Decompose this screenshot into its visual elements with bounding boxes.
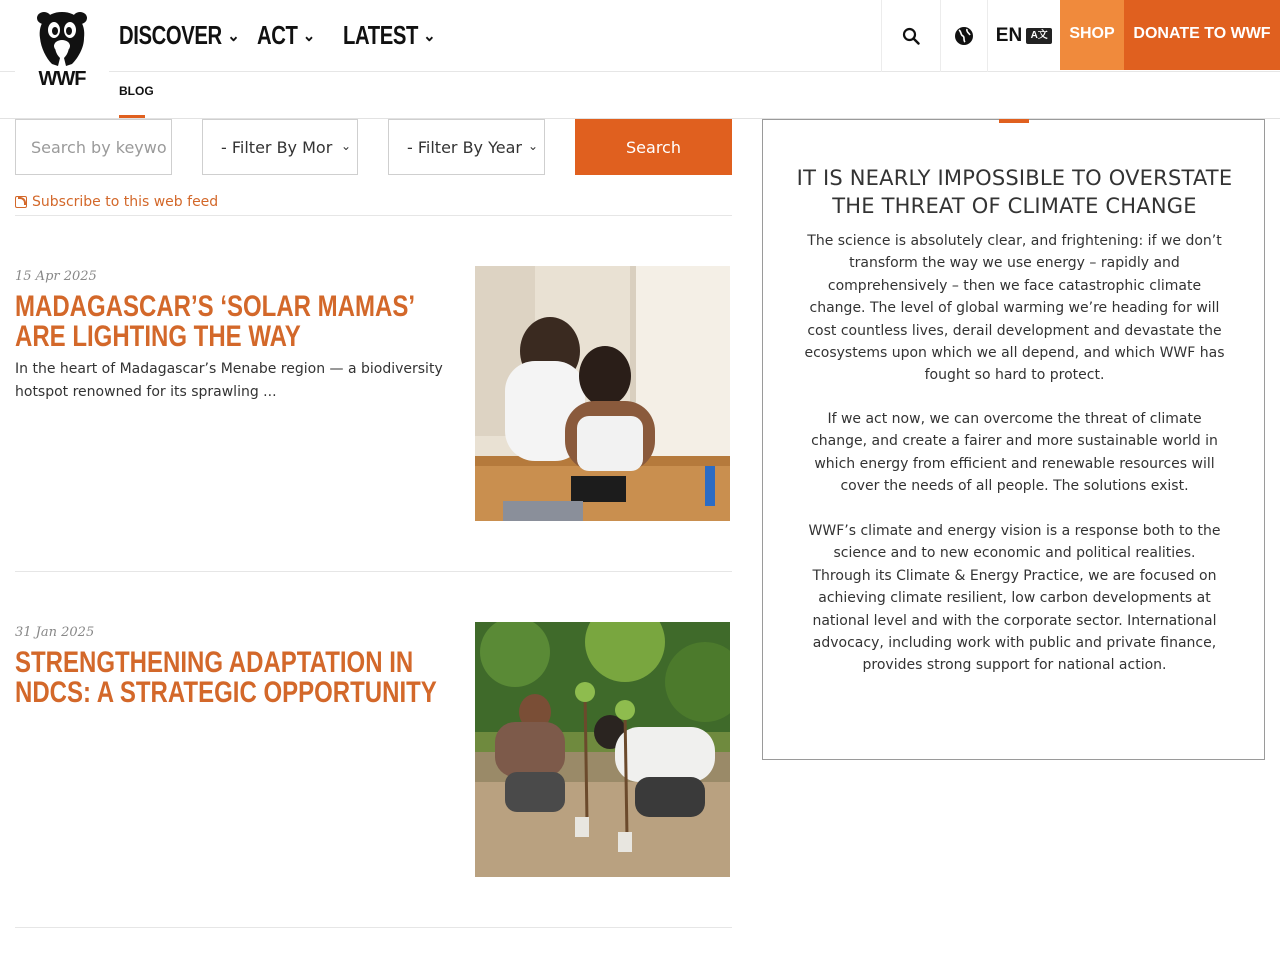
main-nav <box>119 20 443 51</box>
panel-paragraph: The science is absolutely clear, and frightening: if we don’t transform the way we use energy – rapidly and comprehensively – then we face catastrophic climate change. The level of global warming we’re heading for will cost countless lives, derail development and devastate the ecosystems upon which we all depend, and which WWF has fought so hard to protect. <box>804 233 1225 384</box>
panel-paragraph: If we act now, we can overcome the threat of climate change, and create a fairer and more sustainable world in which energy from efficient and renewable resources will cover the needs of all people. The solutions exist. <box>811 411 1218 495</box>
nav-item-latest[interactable] <box>343 20 436 51</box>
wwf-logo[interactable] <box>15 0 109 98</box>
logo-wordmark: WWF <box>38 68 86 90</box>
month-filter-value: - Filter By Mor <box>221 137 333 157</box>
divider <box>15 215 732 216</box>
sub-nav <box>0 72 1280 119</box>
divider <box>15 927 732 928</box>
active-tab-indicator <box>119 115 145 118</box>
search-icon <box>902 27 920 45</box>
nav-item-discover[interactable] <box>119 20 240 51</box>
panel-accent-tab <box>999 119 1029 123</box>
rss-icon <box>15 196 27 208</box>
web-feed-link[interactable] <box>15 194 218 210</box>
site-header <box>0 0 1280 72</box>
keyword-search-input[interactable]: Search by keywo <box>15 119 172 175</box>
article-date: 31 Jan 2025 <box>15 625 95 640</box>
language-code: EN <box>995 25 1023 46</box>
chevron-down-icon: ⌄ <box>423 27 436 45</box>
climate-info-panel <box>762 119 1265 760</box>
nav-item-label: DISCOVER <box>119 20 222 50</box>
panda-logo-icon <box>32 8 92 70</box>
search-button[interactable] <box>881 0 940 72</box>
article-image[interactable] <box>475 266 730 521</box>
article-excerpt: In the heart of Madagascar’s Menabe region — a biodiversity hotspot renowned for its sprawling ... <box>15 361 443 400</box>
nav-item-label: ACT <box>257 20 298 50</box>
divider <box>15 571 732 572</box>
article-title-link[interactable]: MADAGASCAR’S ‘SOLAR MAMAS’ ARE LIGHTING THE WAY <box>15 290 414 353</box>
chevron-down-icon: ⌄ <box>524 139 538 153</box>
region-selector-button[interactable] <box>940 0 987 72</box>
chevron-down-icon: ⌄ <box>302 27 315 45</box>
year-filter-value: - Filter By Year <box>407 137 522 157</box>
subnav-item-blog[interactable]: BLOG <box>119 84 154 98</box>
web-feed-label: Subscribe to this web feed <box>32 194 219 210</box>
globe-icon <box>954 26 974 46</box>
nav-item-act[interactable] <box>257 20 315 51</box>
article-title-link[interactable]: STRENGTHENING ADAPTATION IN NDCS: A STRATEGIC OPPORTUNITY <box>15 646 437 709</box>
chevron-down-icon: ⌄ <box>337 139 351 153</box>
panel-title: IT IS NEARLY IMPOSSIBLE TO OVERSTATE THE THREAT OF CLIMATE CHANGE <box>796 166 1233 218</box>
month-filter-select[interactable] <box>202 119 358 175</box>
translate-icon: A文 <box>1026 28 1052 44</box>
article-date: 15 Apr 2025 <box>15 269 97 284</box>
panel-paragraph: WWF’s climate and energy vision is a response both to the science and to new economic and political realities. Through its Climate & Energy Practice, we are focused on achieving climate resilient, low carbon developments at national level and with the corporate sector. International advocacy, including work with public and private finance, provides strong support for national action. <box>808 523 1221 674</box>
search-submit-button[interactable]: Search <box>575 119 732 175</box>
nav-item-label: LATEST <box>343 20 419 50</box>
article-image[interactable] <box>475 622 730 877</box>
chevron-down-icon: ⌄ <box>227 27 240 45</box>
year-filter-select[interactable] <box>388 119 545 175</box>
shop-button[interactable]: SHOP <box>1060 0 1124 70</box>
language-selector[interactable] <box>987 0 1060 72</box>
donate-button[interactable]: DONATE TO WWF <box>1124 0 1280 70</box>
